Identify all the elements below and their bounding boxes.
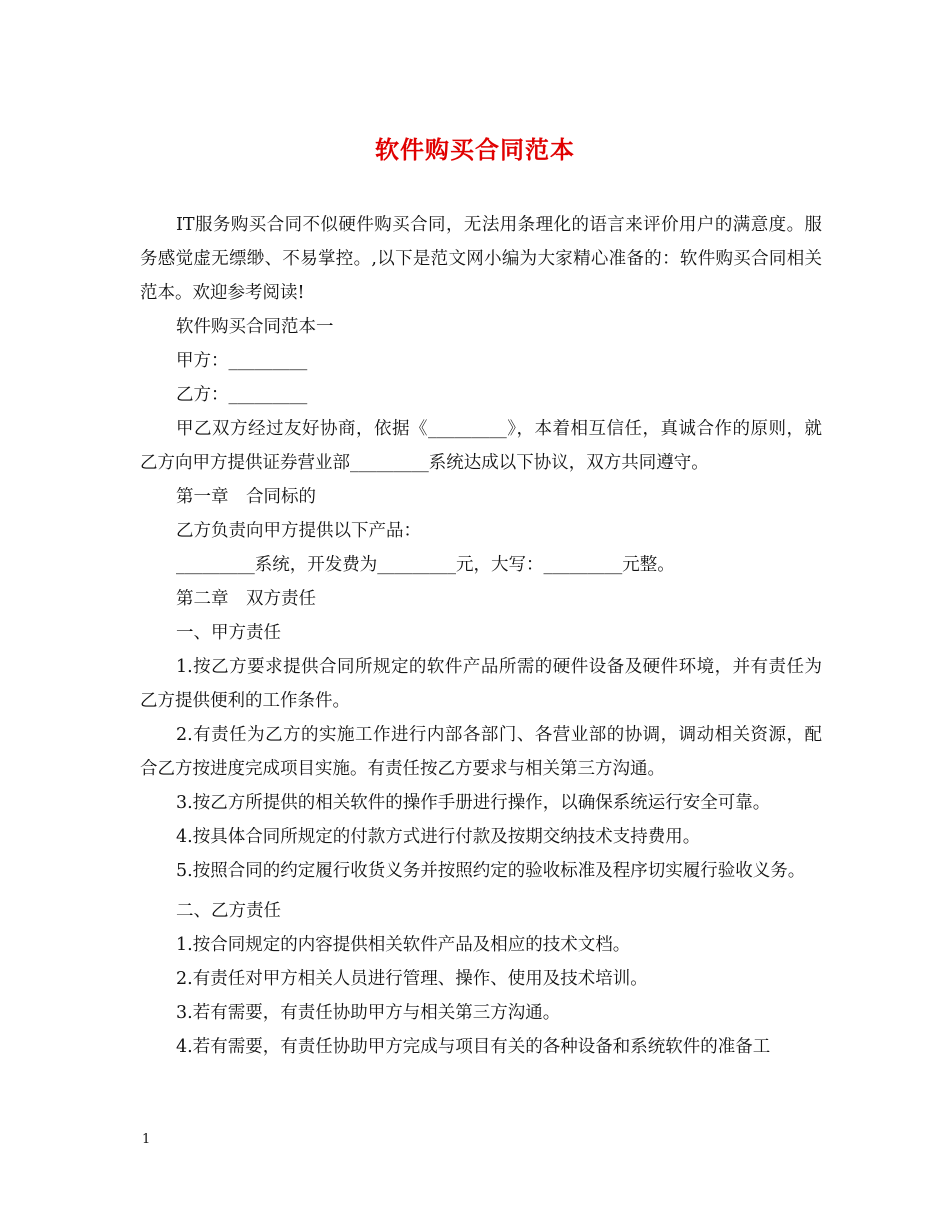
party-a-duty-2: 2.有责任为乙方的实施工作进行内部各部门、各营业部的协调，调动相关资源，配合乙方按进度完成项目实施。有责任按乙方要求与相关第三方沟通。 xyxy=(140,725,822,779)
contract-heading: 软件购买合同范本一 xyxy=(176,317,334,337)
page-number: 1 xyxy=(142,1132,151,1147)
development-fee-line: _________系统，开发费为_________元，大写：_________元整。 xyxy=(176,555,675,575)
party-b-duty-2: 2.有责任对甲方相关人员进行管理、操作、使用及技术培训。 xyxy=(176,969,648,989)
party-a-duty-3: 3.按乙方所提供的相关软件的操作手册进行操作，以确保系统运行安全可靠。 xyxy=(176,793,771,813)
products-intro: 乙方负责向甲方提供以下产品： xyxy=(176,521,421,541)
agreement-paragraph: 甲乙双方经过友好协商，依据《_________》，本着相互信任，真诚合作的原则，就乙方向甲方提供证券营业部_________系统达成以下协议，双方共同遵守。 xyxy=(140,419,822,473)
party-a-duty-5: 5.按照合同的约定履行收货义务并按照约定的验收标准及程序切实履行验收义务。 xyxy=(176,861,806,881)
party-b-duty-4: 4.若有需要，有责任协助甲方完成与项目有关的各种设备和系统软件的准备工 xyxy=(176,1037,771,1057)
party-a-line: 甲方：_________ xyxy=(176,351,308,371)
party-a-duty-4: 4.按具体合同所规定的付款方式进行付款及按期交纳技术支持费用。 xyxy=(176,827,701,847)
document-body xyxy=(140,208,822,1064)
party-a-duties-heading: 一、甲方责任 xyxy=(176,623,281,643)
intro-paragraph: IT服务购买合同不似硬件购买合同，无法用条理化的语言来评价用户的满意度。服务感觉虚无缥缈、不易掌控。,以下是范文网小编为大家精心准备的：软件购买合同相关范本。欢迎参考阅读! xyxy=(140,215,822,303)
party-b-line: 乙方：_________ xyxy=(176,385,308,405)
document-title: 软件购买合同范本 xyxy=(375,135,575,164)
chapter-one-heading: 第一章 合同标的 xyxy=(176,487,316,507)
party-b-duty-3: 3.若有需要，有责任协助甲方与相关第三方沟通。 xyxy=(176,1003,561,1023)
party-b-duties-heading: 二、乙方责任 xyxy=(176,901,281,921)
party-b-duty-1: 1.按合同规定的内容提供相关软件产品及相应的技术文档。 xyxy=(176,935,631,955)
chapter-two-heading: 第二章 双方责任 xyxy=(176,589,316,609)
party-a-duty-1: 1.按乙方要求提供合同所规定的软件产品所需的硬件设备及硬件环境，并有责任为乙方提供便利的工作条件。 xyxy=(140,657,822,711)
